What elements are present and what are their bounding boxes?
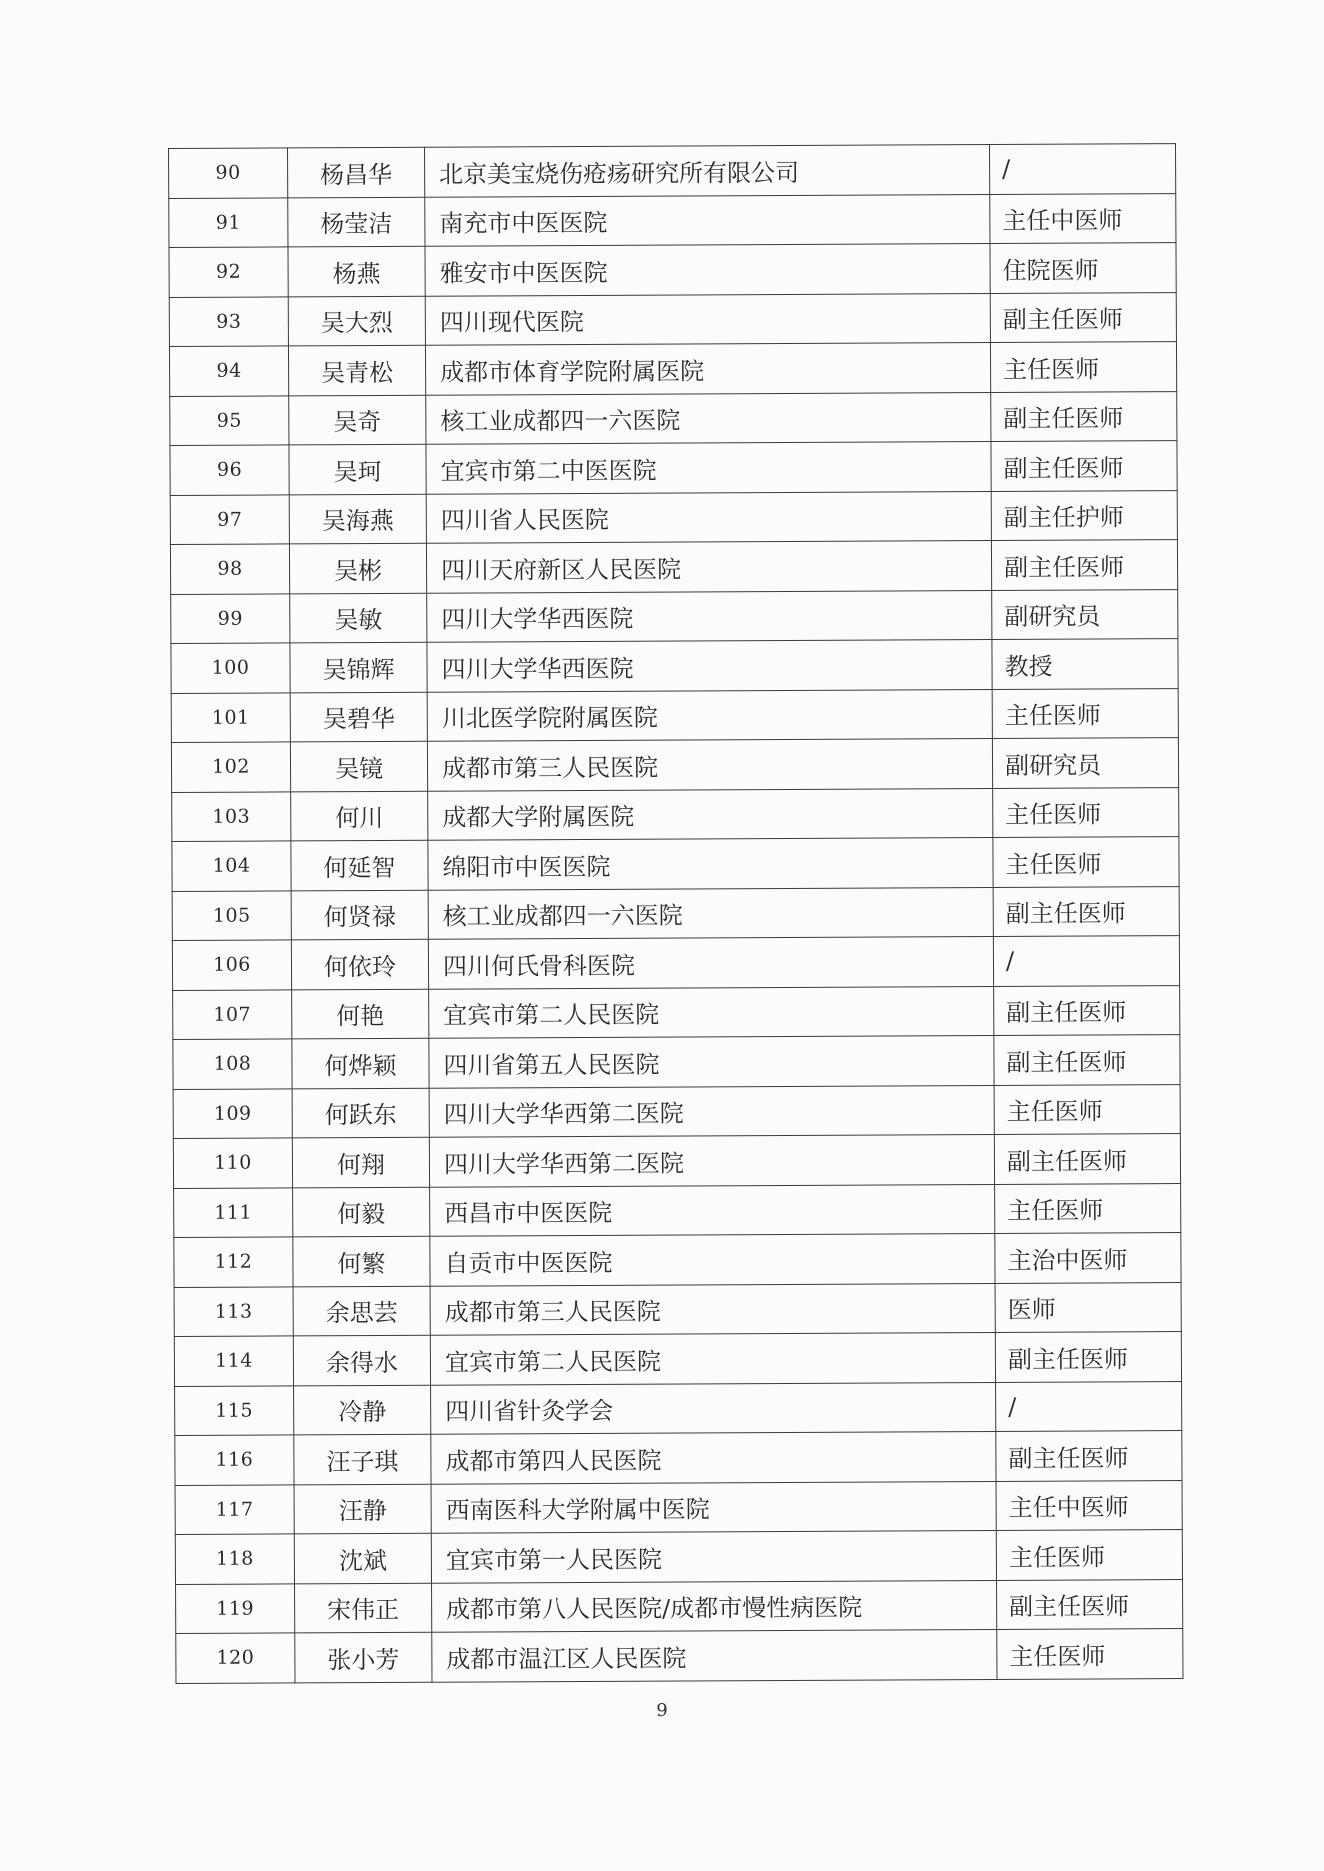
professional-title: 副研究员 <box>992 738 1178 788</box>
organization: 核工业成都四一六医院 <box>426 392 991 444</box>
table-row <box>174 1183 1181 1237</box>
professional-title: / <box>996 1381 1182 1431</box>
table-row <box>171 589 1178 643</box>
organization: 成都市第四人民医院 <box>431 1431 996 1483</box>
person-name: 何烨颖 <box>292 1038 429 1088</box>
person-name: 杨莹洁 <box>288 197 425 247</box>
person-name: 吴敏 <box>290 593 427 643</box>
row-number: 97 <box>170 494 289 544</box>
professional-title: 副主任医师 <box>993 886 1179 936</box>
person-name: 吴锦辉 <box>290 642 427 692</box>
organization: 成都市第八人民医院/成都市慢性病医院 <box>432 1580 997 1632</box>
professional-title: 主任中医师 <box>990 193 1176 243</box>
row-number: 96 <box>170 445 289 495</box>
person-name: 何艳 <box>292 989 429 1039</box>
row-number: 114 <box>174 1336 293 1386</box>
table-row <box>172 936 1179 990</box>
table-row <box>173 1035 1180 1089</box>
row-number: 99 <box>171 593 290 643</box>
row-number: 109 <box>173 1088 292 1138</box>
organization: 成都大学附属医院 <box>428 788 993 840</box>
organization: 雅安市中医医院 <box>425 243 990 295</box>
table-row <box>175 1381 1182 1435</box>
row-number: 100 <box>171 643 290 693</box>
row-number: 112 <box>174 1237 293 1287</box>
professional-title: 副主任医师 <box>994 1134 1180 1184</box>
person-name: 何依玲 <box>291 939 428 989</box>
row-number: 116 <box>175 1435 294 1485</box>
person-name: 杨昌华 <box>288 147 425 197</box>
professional-title: 住院医师 <box>990 243 1176 293</box>
table-row <box>174 1233 1181 1287</box>
table-row <box>170 490 1177 544</box>
row-number: 95 <box>170 395 289 445</box>
organization: 四川大学华西第二医院 <box>429 1134 994 1186</box>
row-number: 115 <box>175 1385 294 1435</box>
table-row <box>171 639 1178 693</box>
table-row <box>169 342 1176 396</box>
organization: 成都市温江区人民医院 <box>432 1629 997 1681</box>
table-row <box>173 985 1180 1039</box>
professional-title: 副主任医师 <box>994 985 1180 1035</box>
row-number: 90 <box>169 148 288 198</box>
table-row <box>176 1629 1183 1683</box>
professional-title: 主任医师 <box>995 1183 1181 1233</box>
organization: 核工业成都四一六医院 <box>428 887 993 939</box>
person-name: 吴镜 <box>290 741 427 791</box>
row-number: 113 <box>174 1286 293 1336</box>
person-name: 何繁 <box>293 1236 430 1286</box>
row-number: 119 <box>176 1583 295 1633</box>
organization: 西南医科大学附属中医院 <box>431 1481 996 1533</box>
row-number: 93 <box>169 296 288 346</box>
professional-title: 副主任医师 <box>997 1579 1183 1629</box>
row-number: 105 <box>172 890 291 940</box>
person-name: 张小芳 <box>295 1632 432 1682</box>
table-row <box>171 738 1178 792</box>
table-row <box>172 837 1179 891</box>
table-row <box>170 441 1177 495</box>
organization: 成都市第三人民医院 <box>430 1283 995 1335</box>
row-number: 107 <box>173 989 292 1039</box>
organization: 四川省第五人民医院 <box>429 1035 994 1087</box>
table-row <box>172 886 1179 940</box>
person-name: 余得水 <box>293 1335 430 1385</box>
person-name: 吴奇 <box>289 395 426 445</box>
person-name: 宋伟正 <box>295 1583 432 1633</box>
organization: 四川省人民医院 <box>426 491 991 543</box>
table-row <box>173 1084 1180 1138</box>
table-row <box>169 243 1176 297</box>
person-name: 冷静 <box>294 1385 431 1435</box>
row-number: 117 <box>175 1484 294 1534</box>
organization: 北京美宝烧伤疮疡研究所有限公司 <box>424 144 989 196</box>
table-row <box>176 1579 1183 1633</box>
professional-title: 副主任医师 <box>991 391 1177 441</box>
organization: 绵阳市中医医院 <box>428 837 993 889</box>
person-name: 何翔 <box>292 1137 429 1187</box>
professional-title: 副主任医师 <box>994 1035 1180 1085</box>
table-row <box>169 193 1176 247</box>
professional-title: 副研究员 <box>992 589 1178 639</box>
professional-title: 副主任医师 <box>991 540 1177 590</box>
person-name: 何川 <box>291 791 428 841</box>
person-name: 吴大烈 <box>288 296 425 346</box>
organization: 成都市体育学院附属医院 <box>425 342 990 394</box>
row-number: 110 <box>173 1138 292 1188</box>
person-name: 吴海燕 <box>289 494 426 544</box>
organization: 四川天府新区人民医院 <box>426 540 991 592</box>
person-name: 汪子琪 <box>294 1434 431 1484</box>
roster-table-body <box>169 144 1183 1683</box>
organization: 宜宾市第二人民医院 <box>429 986 994 1038</box>
row-number: 120 <box>176 1633 295 1683</box>
table-row <box>175 1431 1182 1485</box>
row-number: 103 <box>172 791 291 841</box>
person-name: 何贤禄 <box>291 890 428 940</box>
professional-title: 副主任护师 <box>991 490 1177 540</box>
row-number: 108 <box>173 1039 292 1089</box>
table-row <box>170 540 1177 594</box>
row-number: 94 <box>169 346 288 396</box>
person-name: 吴彬 <box>289 543 426 593</box>
row-number: 92 <box>169 247 288 297</box>
professional-title: 副主任医师 <box>995 1332 1181 1382</box>
professional-title: 医师 <box>995 1282 1181 1332</box>
organization: 四川大学华西第二医院 <box>429 1085 994 1137</box>
table-row <box>173 1134 1180 1188</box>
row-number: 106 <box>172 940 291 990</box>
organization: 四川省针灸学会 <box>431 1382 996 1434</box>
person-name: 何毅 <box>293 1187 430 1237</box>
professional-title: 主任医师 <box>993 837 1179 887</box>
professional-title: 副主任医师 <box>991 441 1177 491</box>
person-name: 汪静 <box>294 1484 431 1534</box>
row-number: 91 <box>169 197 288 247</box>
professional-title: 教授 <box>992 639 1178 689</box>
professional-title: 主任医师 <box>996 1530 1182 1580</box>
row-number: 98 <box>170 544 289 594</box>
organization: 西昌市中医医院 <box>430 1184 995 1236</box>
organization: 成都市第三人民医院 <box>427 738 992 790</box>
organization: 四川大学华西医院 <box>427 590 992 642</box>
person-name: 余思芸 <box>293 1286 430 1336</box>
professional-title: 副主任医师 <box>996 1431 1182 1481</box>
person-name: 吴珂 <box>289 444 426 494</box>
row-number: 111 <box>174 1187 293 1237</box>
row-number: 102 <box>171 742 290 792</box>
page-number: 9 <box>656 1700 668 1721</box>
professional-title: 主任医师 <box>990 342 1176 392</box>
organization: 宜宾市第二中医医院 <box>426 441 991 493</box>
table-row <box>175 1530 1182 1584</box>
professional-title: 主任中医师 <box>996 1480 1182 1530</box>
row-number: 104 <box>172 841 291 891</box>
organization: 四川大学华西医院 <box>427 639 992 691</box>
organization: 南充市中医医院 <box>425 194 990 246</box>
table-row <box>169 292 1176 346</box>
professional-title: / <box>989 144 1175 194</box>
organization: 宜宾市第二人民医院 <box>430 1332 995 1384</box>
person-name: 吴青松 <box>288 345 425 395</box>
professional-title: 主任医师 <box>992 688 1178 738</box>
person-name: 何跃东 <box>292 1088 429 1138</box>
professional-title: / <box>993 936 1179 986</box>
table-row <box>169 144 1176 198</box>
person-name: 沈斌 <box>294 1533 431 1583</box>
professional-title: 主任医师 <box>994 1084 1180 1134</box>
row-number: 118 <box>175 1534 294 1584</box>
organization: 宜宾市第一人民医院 <box>431 1530 996 1582</box>
professional-title: 主治中医师 <box>995 1233 1181 1283</box>
person-name: 杨燕 <box>288 246 425 296</box>
person-name: 吴碧华 <box>290 692 427 742</box>
roster-table <box>168 143 1183 1683</box>
professional-title: 主任医师 <box>993 787 1179 837</box>
table-row <box>171 688 1178 742</box>
person-name: 何延智 <box>291 840 428 890</box>
table-row <box>174 1282 1181 1336</box>
table-row <box>170 391 1177 445</box>
organization: 川北医学院附属医院 <box>427 689 992 741</box>
professional-title: 副主任医师 <box>990 292 1176 342</box>
professional-title: 主任医师 <box>997 1629 1183 1679</box>
table-row <box>172 787 1179 841</box>
table-row <box>174 1332 1181 1386</box>
table-row <box>175 1480 1182 1534</box>
organization: 四川何氏骨科医院 <box>428 936 993 988</box>
organization: 四川现代医院 <box>425 293 990 345</box>
organization: 自贡市中医医院 <box>430 1233 995 1285</box>
row-number: 101 <box>171 692 290 742</box>
